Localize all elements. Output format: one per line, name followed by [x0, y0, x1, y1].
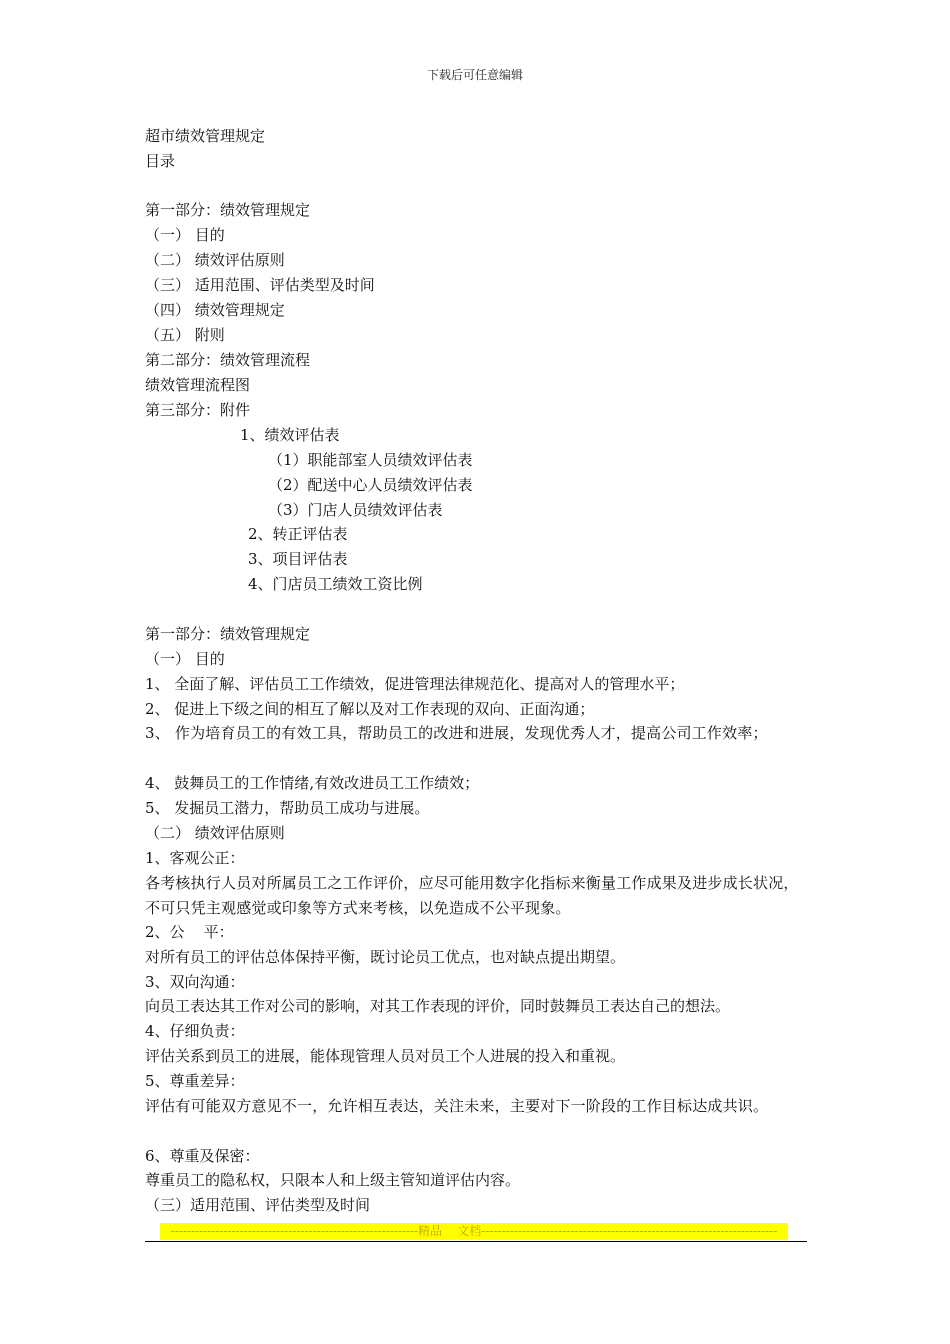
toc-item: （一） 目的 — [145, 226, 225, 244]
principle-heading: 2、公 平： — [145, 923, 234, 941]
toc-attachment: 1、绩效评估表 — [240, 426, 340, 444]
principle-text: 尊重员工的隐私权，只限本人和上级主管知道评估内容。 — [145, 1171, 521, 1189]
footer-dashes: ------------------------------------------------------------- — [170, 1224, 419, 1238]
principle-text: 向员工表达其工作对公司的影响，对其工作表现的评价，同时鼓舞员工表达自己的想法。 — [145, 997, 731, 1015]
toc-title: 目录 — [145, 152, 176, 170]
footer-dashes: ------------------------------------------------------------------------- — [481, 1224, 778, 1238]
page-header: 下载后可任意编辑 — [426, 68, 523, 82]
footer-rule — [145, 1241, 807, 1242]
principle-heading: 4、仔细负责： — [145, 1022, 245, 1040]
principle-heading: 3、双向沟通： — [145, 973, 245, 991]
section2-heading: （二） 绩效评估原则 — [145, 824, 285, 842]
toc-part3: 第三部分：附件 — [145, 401, 251, 419]
purpose-item: 1、 全面了解、评估员工工作绩效，促进管理法律规范化、提高对人的管理水平； — [145, 675, 685, 693]
principle-heading: 6、尊重及保密： — [145, 1147, 260, 1165]
purpose-item: 3、 作为培育员工的有效工具，帮助员工的改进和进展，发现优秀人才，提高公司工作效率； — [145, 724, 768, 742]
toc-part2: 第二部分：绩效管理流程 — [145, 351, 311, 369]
toc-part1: 第一部分：绩效管理规定 — [145, 201, 311, 219]
principle-text: 对所有员工的评估总体保持平衡，既讨论员工优点，也对缺点提出期望。 — [145, 948, 626, 966]
toc-attachment-sub: （1）职能部室人员绩效评估表 — [268, 451, 473, 469]
toc-item: （三） 适用范围、评估类型及时间 — [145, 276, 375, 294]
toc-attachment: 4、门店员工绩效工资比例 — [248, 575, 423, 593]
toc-attachment: 2、转正评估表 — [248, 525, 348, 543]
section1-heading: （一） 目的 — [145, 650, 225, 668]
toc-item: （五） 附则 — [145, 326, 225, 344]
section3-heading: （三）适用范围、评估类型及时间 — [145, 1196, 371, 1214]
toc-item: （二） 绩效评估原则 — [145, 251, 285, 269]
part1-heading: 第一部分：绩效管理规定 — [145, 625, 311, 643]
toc-attachment: 3、项目评估表 — [248, 550, 348, 568]
toc-attachment-sub: （2）配送中心人员绩效评估表 — [268, 476, 473, 494]
footer-watermark-bar — [160, 1223, 788, 1240]
purpose-item: 2、 促进上下级之间的相互了解以及对工作表现的双向、正面沟通； — [145, 700, 595, 718]
principle-text: 评估有可能双方意见不一，允许相互表达，关注未来，主要对下一阶段的工作目标达成共识。 — [145, 1097, 769, 1115]
document-title: 超市绩效管理规定 — [145, 127, 266, 145]
toc-attachment-sub: （3）门店人员绩效评估表 — [268, 501, 443, 519]
principle-text: 评估关系到员工的进展，能体现管理人员对员工个人进展的投入和重视。 — [145, 1047, 626, 1065]
purpose-item: 5、 发掘员工潜力，帮助员工成功与进展。 — [145, 799, 430, 817]
footer-label: 精品 文档 — [418, 1224, 482, 1238]
toc-part2-item: 绩效管理流程图 — [145, 376, 251, 394]
principle-heading: 1、客观公正： — [145, 849, 245, 867]
principle-text: 各考核执行人员对所属员工之工作评价，应尽可能用数字化指标来衡量工作成果及进步成长状况，不可只凭主观感觉或印象等方式来考核，以免造成不公平现象。 — [145, 874, 799, 917]
toc-item: （四） 绩效管理规定 — [145, 301, 285, 319]
purpose-item: 4、 鼓舞员工的工作情绪,有效改进员工工作绩效； — [145, 774, 480, 792]
principle-heading: 5、尊重差异： — [145, 1072, 245, 1090]
